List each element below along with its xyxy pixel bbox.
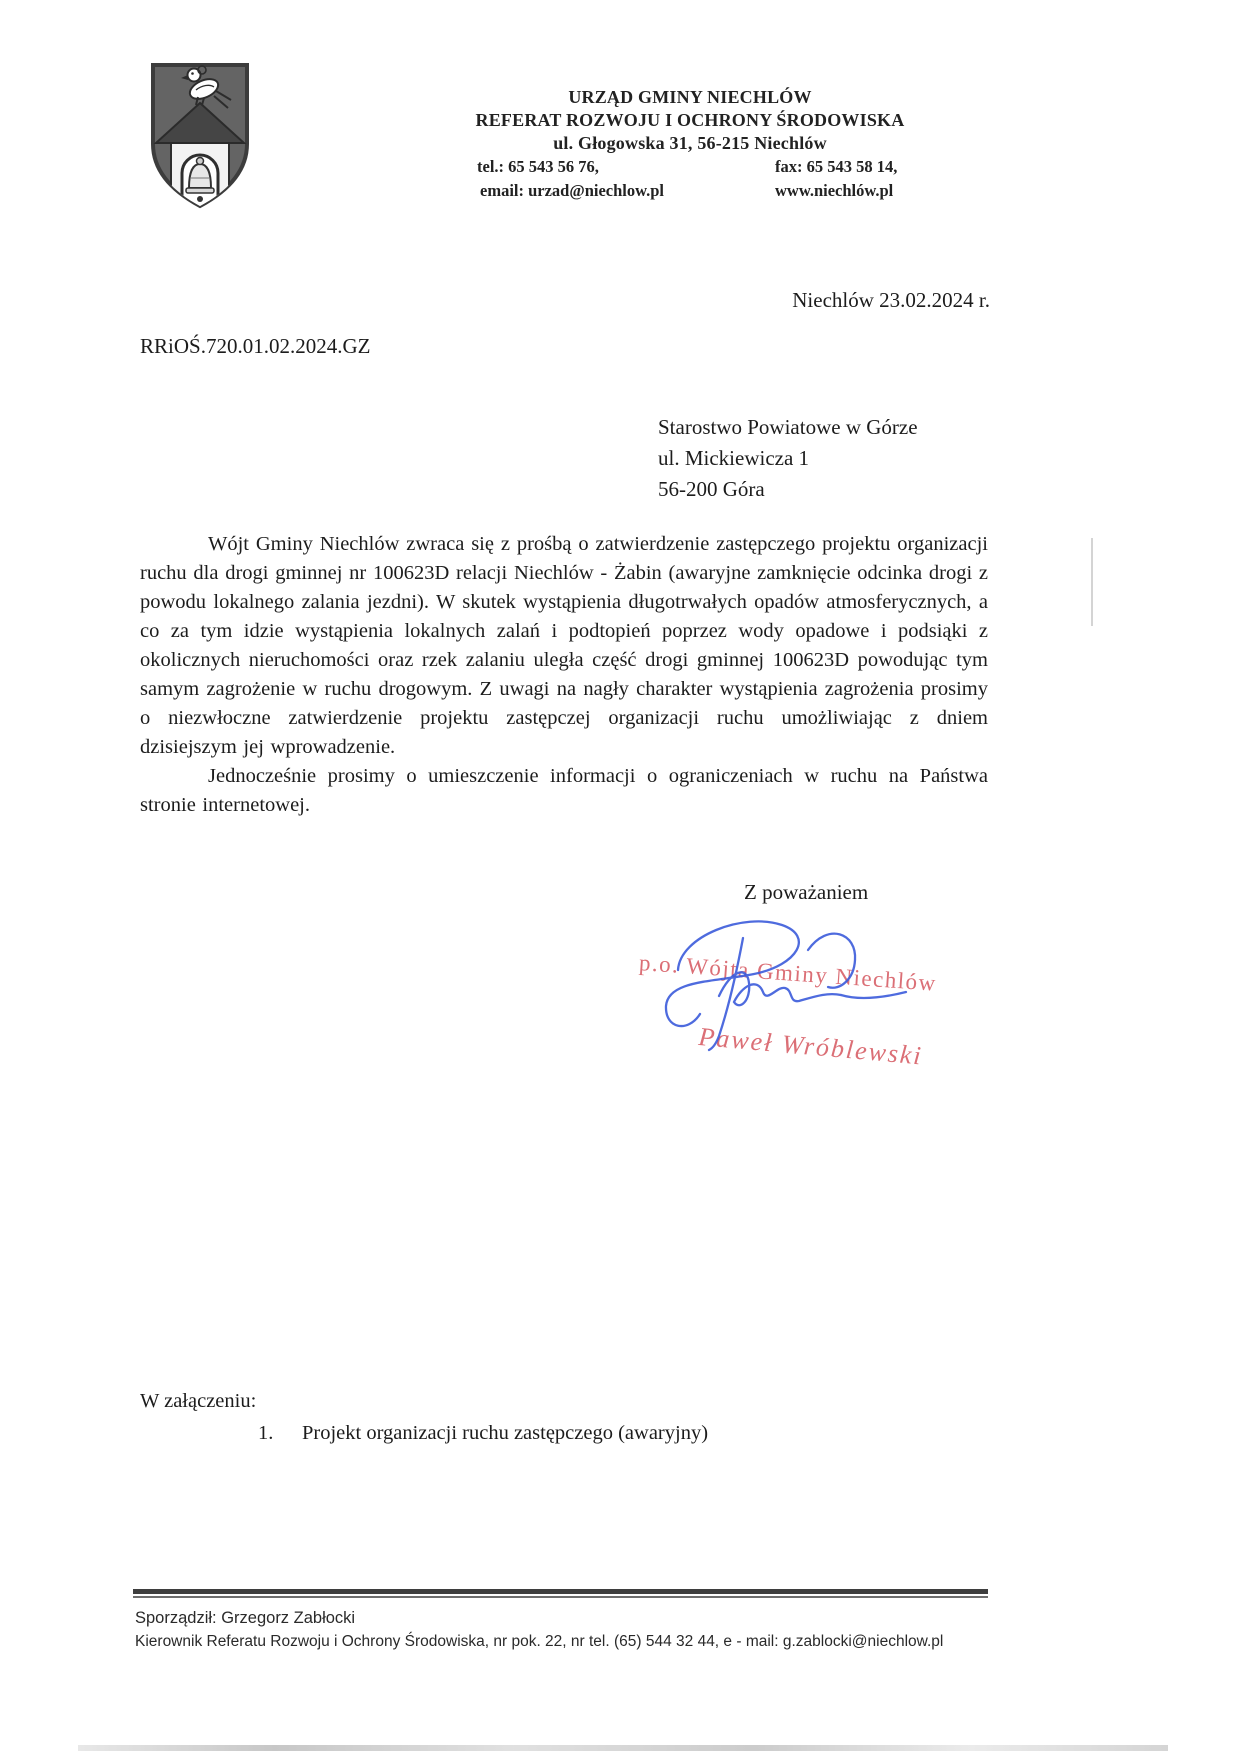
org-address: ul. Głogowska 31, 56-215 Niechlów — [553, 133, 827, 153]
stamp-title: p.o. Wójta Gminy Niechlów — [638, 950, 938, 996]
footer — [135, 1606, 1035, 1654]
recipient-street: ul. Mickiewicza 1 — [658, 446, 810, 470]
body-paragraph-1: Wójt Gminy Niechlów zwraca się z prośbą o zatwierdzenie zastępczego projektu organizacji ruchu dla drogi gminnej nr 100623D relacji Niechlów - Żabin (awaryjne zamknięcie odcinka drogi z powodu lokalnego zalania jezdni). W skutek wystąpienia długotrwałych opadów atmosferycznych, a co za tym idzie wystąpienia lokalnych zalań i podtopień poprzez wody opadowe i podsiąki z okolicznych nieruchomości oraz rzek zalaniu uległa część drogi gminnej 100623D powodując tym samym zagrożenie w ruchu drogowym. Z uwagi na nagły charakter wystąpienia zagrożenia prosimy o niezwłoczne zatwierdzenie projektu zastępczej organizacji ruchu umożliwiając z dniem dzisiejszym jej wprowadzenie. — [140, 533, 988, 758]
org-phone: tel.: 65 543 56 76, — [477, 157, 599, 176]
org-fax: fax: 65 543 58 14, — [775, 157, 898, 176]
attachment-item — [258, 1422, 708, 1445]
handwritten-signature-icon — [626, 908, 936, 1058]
stamp-signer-name: Paweł Wróblewski — [697, 1022, 924, 1071]
scan-artifact-vertical — [1091, 538, 1093, 626]
footer-contact-details: Kierownik Referatu Rozwoju i Ochrony Środowiska, nr pok. 22, nr tel. (65) 544 32 44, e - mail: g.zablocki@niechlow.pl — [135, 1633, 944, 1650]
recipient-block — [658, 412, 918, 505]
niechlow-coat-of-arms-icon — [148, 60, 252, 217]
letter-body — [140, 530, 988, 820]
org-email: email: urzad@niechlow.pl — [480, 181, 665, 200]
dateline: Niechlów 23.02.2024 r. — [792, 288, 990, 312]
footer-divider — [133, 1589, 988, 1599]
attachment-text: Projekt organizacji ruchu zastępczego (awaryjny) — [302, 1422, 709, 1444]
letterhead — [455, 86, 925, 155]
scan-artifact-bottom-edge — [78, 1745, 1168, 1751]
recipient-name: Starostwo Powiatowe w Górze — [658, 415, 918, 439]
body-paragraph-2: Jednocześnie prosimy o umieszczenie informacji o ograniczeniach w ruchu na Państwa stronie internetowej. — [140, 765, 988, 816]
footer-prepared-by: Sporządził: Grzegorz Zabłocki — [135, 1609, 356, 1627]
org-name: URZĄD GMINY NIECHLÓW — [568, 87, 812, 107]
closing-phrase: Z poważaniem — [744, 880, 869, 904]
org-website: www.niechlów.pl — [775, 181, 894, 200]
attachments-heading: W załączeniu: — [140, 1390, 257, 1412]
org-department: REFERAT ROZWOJU I OCHRONY ŚRODOWISKA — [475, 110, 905, 130]
attachment-number: 1. — [258, 1422, 274, 1444]
recipient-city: 56-200 Góra — [658, 477, 765, 501]
reference-number: RRiOŚ.720.01.02.2024.GZ — [140, 334, 371, 358]
